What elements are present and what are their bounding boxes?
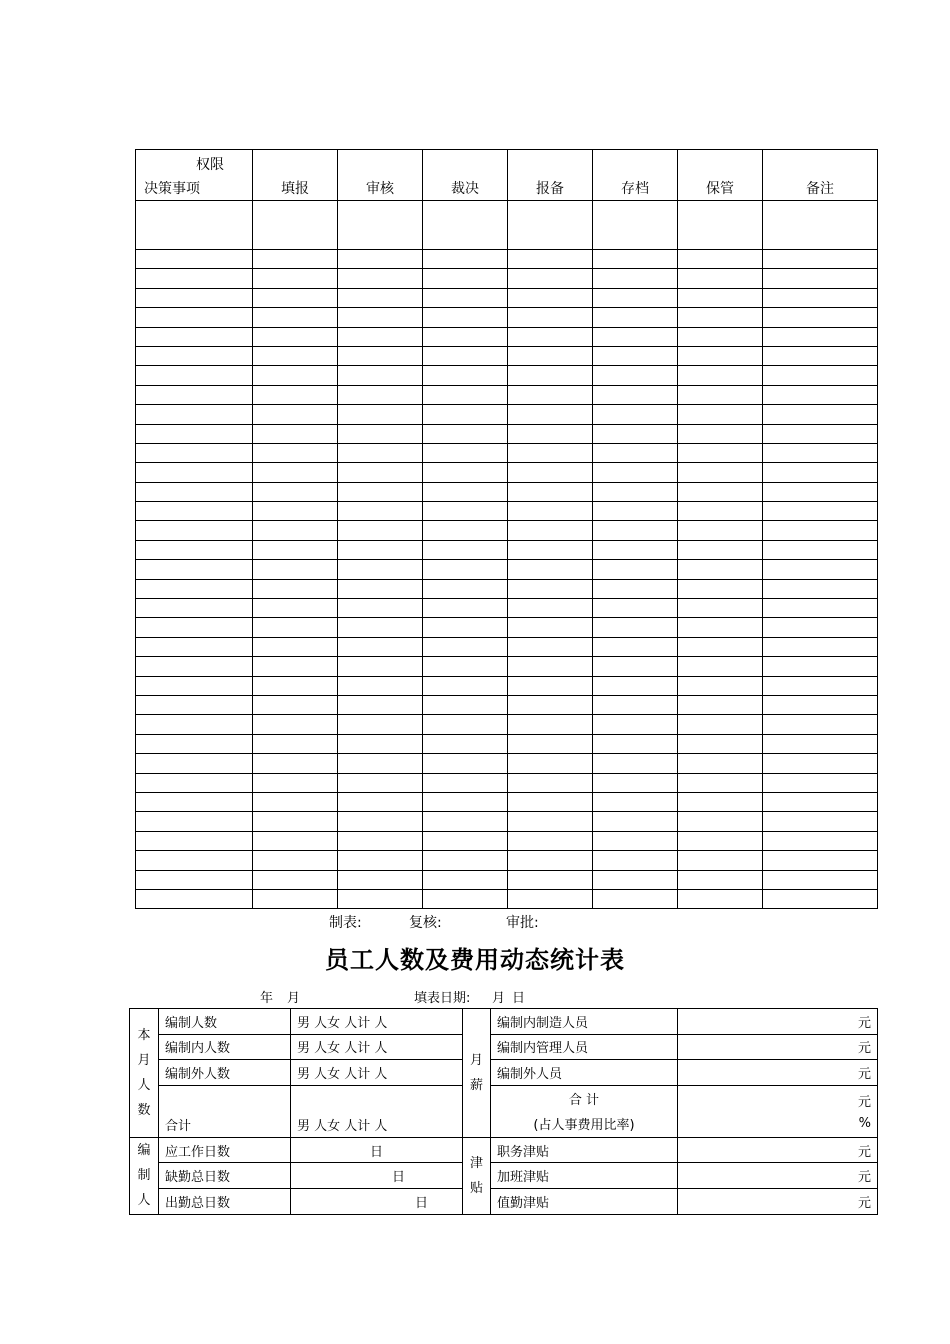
table-row [136, 812, 878, 831]
allowance-unit: 元 [678, 1188, 878, 1214]
attendance-unit: 日 [291, 1137, 463, 1163]
table-row [136, 773, 878, 792]
header-decide: 裁决 [423, 150, 508, 201]
header-report: 报备 [508, 150, 593, 201]
table-row [136, 327, 878, 346]
fill-date-label: 填表日期: [414, 991, 471, 1006]
attendance-label: 应工作日数 [159, 1137, 291, 1163]
allowance-label: 职务津贴 [491, 1137, 678, 1163]
authority-table [135, 149, 878, 909]
fill-month-label: 月 [492, 991, 506, 1006]
allowance-unit: 元 [678, 1163, 878, 1189]
table-row [136, 463, 878, 482]
table-row [130, 1060, 878, 1086]
year-label: 年 [260, 991, 274, 1006]
table-row [136, 754, 878, 773]
table-row [136, 792, 878, 811]
table-row [136, 385, 878, 404]
table-row [136, 831, 878, 850]
authority-body [136, 201, 878, 909]
headcount-label: 合计 [159, 1085, 291, 1137]
pay-total-cell [491, 1085, 678, 1137]
table-row [130, 1188, 878, 1214]
table-row [136, 443, 878, 462]
stats-title: 员工人数及费用动态统计表 [325, 946, 625, 974]
table-row [136, 851, 878, 870]
table-row [136, 657, 878, 676]
table-row [136, 269, 878, 288]
section-staff: 编 制 人 [130, 1137, 159, 1214]
table-row [136, 201, 878, 250]
attendance-label: 出勤总日数 [159, 1188, 291, 1214]
header-archive: 存档 [593, 150, 678, 201]
pay-unit: 元 [678, 1009, 878, 1035]
approver-label: 审批: [506, 915, 539, 931]
table-row [136, 308, 878, 327]
headcount-label: 编制内人数 [159, 1034, 291, 1060]
table-row [130, 1163, 878, 1189]
authority-header-row [136, 150, 878, 201]
headcount-label: 编制外人数 [159, 1060, 291, 1086]
table-row [136, 618, 878, 637]
pay-label: 编制外人员 [491, 1060, 678, 1086]
fill-day-label: 日 [512, 991, 526, 1006]
header-remarks: 备注 [763, 150, 878, 201]
headcount-label: 编制人数 [159, 1009, 291, 1035]
table-row [136, 482, 878, 501]
table-row [136, 676, 878, 695]
table-row [136, 540, 878, 559]
table-row [136, 366, 878, 385]
reviewer-label: 复核: [409, 915, 442, 931]
section-pay: 月 薪 [463, 1009, 491, 1138]
pay-ratio-label: (占人事费用比率) [533, 1118, 635, 1134]
headcount-value: 男 人女 人计 人 [291, 1060, 463, 1086]
attendance-unit: 日 [291, 1188, 463, 1214]
table-row [136, 637, 878, 656]
pay-label: 编制内制造人员 [491, 1009, 678, 1035]
header-fill: 填报 [253, 150, 338, 201]
pay-label: 编制内管理人员 [491, 1034, 678, 1060]
table-row [136, 405, 878, 424]
pay-total-label: 合 计 [568, 1093, 600, 1109]
table-row [136, 734, 878, 753]
pay-unit: 元 [678, 1034, 878, 1060]
attendance-label: 缺勤总日数 [159, 1163, 291, 1189]
table-row [136, 288, 878, 307]
table-row [136, 346, 878, 365]
headcount-value: 男 人女 人计 人 [291, 1085, 463, 1137]
table-row [136, 521, 878, 540]
table-row [136, 870, 878, 889]
corner-top-label: 权限 [196, 157, 224, 173]
pay-total-unit-cell [678, 1085, 878, 1137]
section-headcount: 本 月 人 数 [130, 1009, 159, 1138]
header-review: 审核 [338, 150, 423, 201]
table-row [136, 715, 878, 734]
headcount-value: 男 人女 人计 人 [291, 1034, 463, 1060]
headcount-value: 男 人女 人计 人 [291, 1009, 463, 1035]
maker-label: 制表: [329, 915, 362, 931]
corner-header-cell [136, 150, 253, 201]
table-row [130, 1085, 878, 1137]
table-row [130, 1034, 878, 1060]
table-row [136, 560, 878, 579]
pay-unit: 元 [678, 1060, 878, 1086]
table-row [136, 502, 878, 521]
table-row [136, 579, 878, 598]
pay-total-unit: 元 [857, 1095, 871, 1111]
table-row [136, 889, 878, 908]
header-custody: 保管 [678, 150, 763, 201]
table-row [136, 250, 878, 269]
section-allowance: 津 贴 [463, 1137, 491, 1214]
month-label: 月 [287, 991, 301, 1006]
allowance-label: 加班津贴 [491, 1163, 678, 1189]
allowance-unit: 元 [678, 1137, 878, 1163]
allowance-label: 值勤津贴 [491, 1188, 678, 1214]
table-row [136, 695, 878, 714]
table-row [136, 424, 878, 443]
corner-bottom-label: 决策事项 [144, 181, 200, 197]
table-row [136, 599, 878, 618]
table-row [130, 1137, 878, 1163]
attendance-unit: 日 [291, 1163, 463, 1189]
pay-ratio-unit: % [858, 1116, 871, 1132]
table-row [130, 1009, 878, 1035]
stats-table [129, 1008, 878, 1215]
